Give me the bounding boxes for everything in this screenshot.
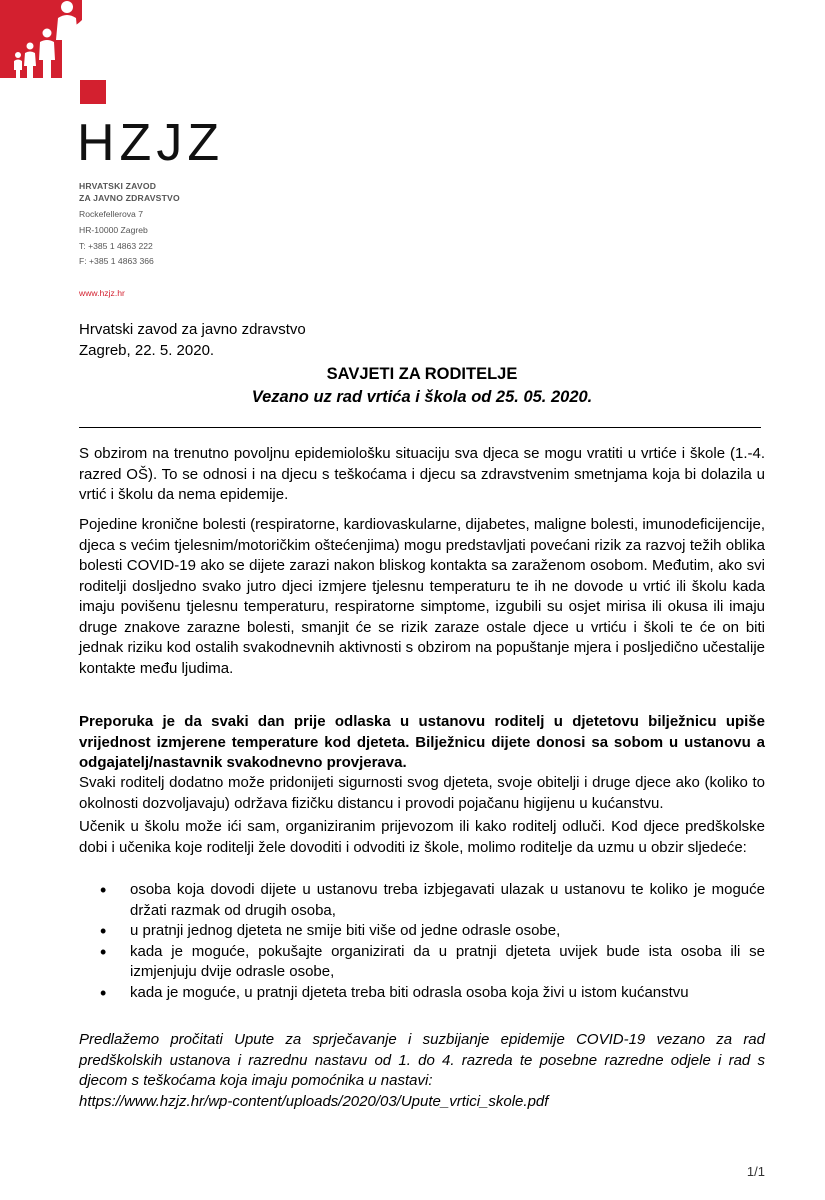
list-item: • kada je moguće, u pratnji djeteta treba biti odrasla osoba koja živi u istom kućanstvu <box>79 983 765 1004</box>
page-number: 1/1 <box>746 1164 765 1179</box>
org-name-line2: ZA JAVNO ZDRAVSTVO <box>79 193 180 203</box>
org-website-link[interactable]: www.hzjz.hr <box>79 288 125 298</box>
title-divider <box>79 427 761 428</box>
org-phone: T: +385 1 4863 222 <box>79 241 153 251</box>
org-fax: F: +385 1 4863 366 <box>79 256 154 266</box>
org-name-line1: HRVATSKI ZAVOD <box>79 181 157 191</box>
paragraph-chronic-diseases: Pojedine kronične bolesti (respiratorne, kardiovaskularne, dijabetes, maligne bolesti, imunodeficijencije, djeca s većim tjelesnim/motoričkim oštećenjima) mogu predstavljati povećani rizik za razvoj težih oblika bolesti COVID-19 ako se dijete zarazi nakon bliskog kontakta sa zaraženom osobom. Međutim, ako svi roditelji dosljedno svako jutro djeci izmjere tjelesnu temperaturu te ih ne dovode u vrtić ili školu kada imaju povišenu tjelesnu temperaturu, respiratorne simptome, izgubili su osjet mirisa ili okusa ili imaju druge znakove zarazne bolesti, smanjit će se rizik zaraze ostale djece u vrtiću i školi te će on biti jednak riziku kod ostalih svakodnevnih aktivnosti s obzirom na popuštanje mjera i posljedično učestalije kontakte među ljudima. <box>79 516 765 677</box>
paragraph-recommendation: Preporuka je da svaki dan prije odlaska u ustanovu roditelj u djetetovu bilježnicu upiše vrijednost izmjerene temperature kod djeteta. Bilježnicu dijete donosi sa sobom u ustanovu a odgajatelj/nastavnik svakodnevno provjerava. <box>79 713 765 771</box>
list-item: • u pratnji jednog djeteta ne smije biti više od jedne odrasle osobe, <box>79 921 765 942</box>
logo-wordmark: HZJZ <box>77 114 225 172</box>
org-street: Rockefellerova 7 <box>79 209 144 219</box>
paragraph-intro: S obzirom na trenutno povoljnu epidemiološku situaciju sva djeca se mogu vratiti u vrtiće i škole (1.-4. razred OŠ). To se odnosi i na djecu s teškoćama i djecu sa zdravstvenim smetnjama koja bi dolazila u vrtić i školu da nema epidemije. <box>79 445 765 503</box>
paragraph-school-travel: Učenik u školu može ići sam, organiziranim prijevozom ili kako roditelj odluči. Kod djece predškolske dobi i učenika koje roditelji žele dovoditi i odvoditi iz škole, molimo roditelje da uzmu u obzir sljedeće: <box>79 818 765 856</box>
logo-red-square <box>80 80 106 104</box>
paragraph-parent-safety: Svaki roditelj dodatno može pridonijeti sigurnosti svog djeteta, svoje obitelji i druge djece ako (koliko to okolnosti dozvoljavaju) održava fizičku distancu i provodi pojačanu higijenu u kućanstvu. <box>79 774 765 812</box>
family-silhouette-logo-icon <box>0 0 82 78</box>
guidance-bullet-list <box>79 880 765 1003</box>
guidelines-url-link[interactable]: https://www.hzjz.hr/wp-content/uploads/2020/03/Upute_vrtici_skole.pdf <box>79 1093 549 1110</box>
sender-place-date: Zagreb, 22. 5. 2020. <box>79 342 215 359</box>
paragraph-closing: Predlažemo pročitati Upute za sprječavanje i suzbijanje epidemije COVID-19 vezano za rad predškolskih ustanova i razrednu nastavu od 1. do 4. razreda te posebne razredne odjele i rad s djecom s teškoćama koja imaju pomoćnika u nastavi: <box>79 1031 765 1089</box>
sender-name: Hrvatski zavod za javno zdravstvo <box>79 321 306 338</box>
document-title: SAVJETI ZA RODITELJE <box>326 365 518 383</box>
org-city: HR-10000 Zagreb <box>79 225 148 235</box>
document-subtitle: Vezano uz rad vrtića i škola od 25. 05. 2020. <box>251 388 593 406</box>
list-item: • osoba koja dovodi dijete u ustanovu treba izbjegavati ulazak u ustanovu te koliko je moguće držati razmak od drugih osoba, <box>79 880 765 921</box>
list-item: • kada je moguće, pokušajte organizirati da u pratnji djeteta uvijek bude ista osoba ili se izmjenjuju dvije odrasle osobe, <box>79 942 765 983</box>
